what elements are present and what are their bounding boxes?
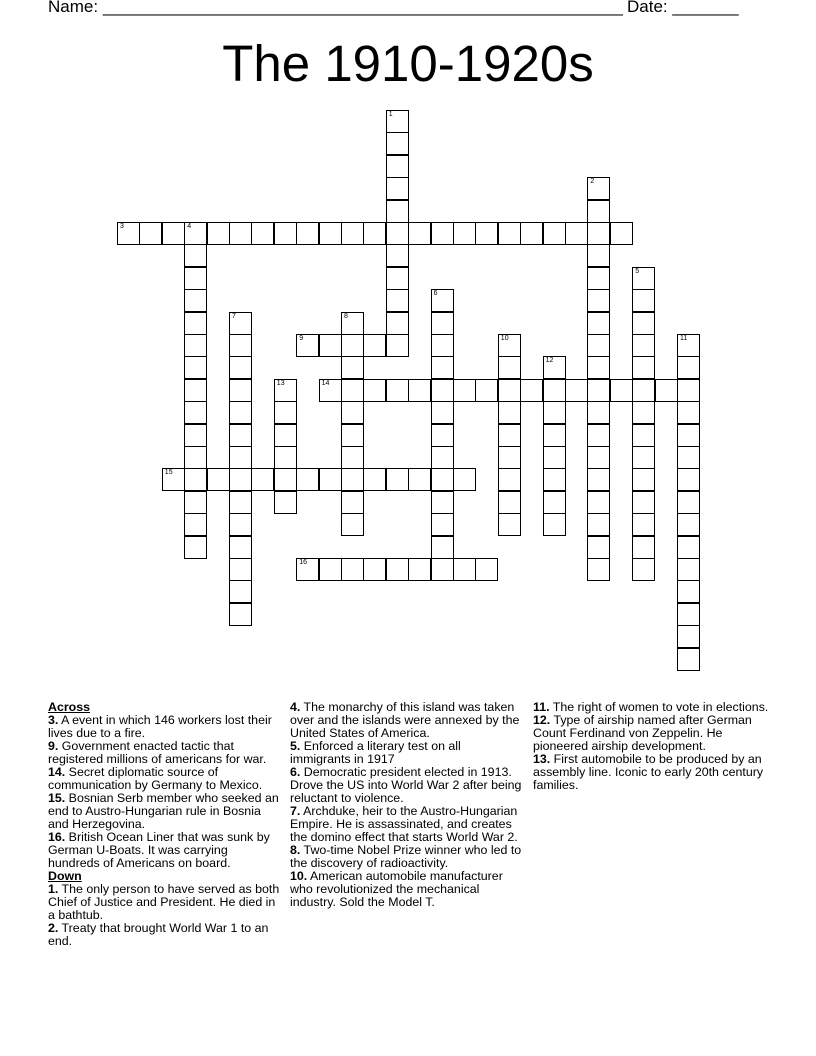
clue-text: First automobile to be produced by an assembly line. Iconic to early 20th century families. xyxy=(533,752,764,792)
down-heading: Down xyxy=(48,869,82,883)
grid-cell[interactable] xyxy=(386,244,409,267)
clue-item xyxy=(48,740,282,766)
across-heading: Across xyxy=(48,700,91,714)
grid-cell[interactable] xyxy=(587,312,610,335)
clue-number: 13. xyxy=(533,752,551,766)
grid-cell[interactable] xyxy=(184,491,207,514)
clue-number: 12. xyxy=(533,713,551,727)
grid-cell[interactable] xyxy=(632,356,655,379)
grid-cell[interactable] xyxy=(431,513,454,536)
clue-item xyxy=(290,766,522,805)
clue-text: The only person to have served as both Chief of Justice and President. He died in a bathtub. xyxy=(48,882,280,922)
grid-cell[interactable] xyxy=(319,468,342,491)
grid-cell[interactable] xyxy=(431,446,454,469)
clue-number: 5. xyxy=(290,739,301,753)
cell-number: 6 xyxy=(433,290,438,298)
grid-cell[interactable] xyxy=(184,424,207,447)
clue-number: 3. xyxy=(48,713,59,727)
clues-column-3 xyxy=(533,701,769,792)
grid-cell[interactable] xyxy=(408,222,431,245)
grid-cell[interactable] xyxy=(632,468,655,491)
grid-cell[interactable] xyxy=(386,132,409,155)
grid-cell[interactable] xyxy=(184,513,207,536)
grid-cell[interactable] xyxy=(431,334,454,357)
grid-cell[interactable] xyxy=(184,312,207,335)
date-label: Date: xyxy=(627,0,668,16)
grid-cell[interactable] xyxy=(587,424,610,447)
grid-cell[interactable] xyxy=(632,536,655,559)
grid-cell[interactable] xyxy=(632,379,655,402)
grid-cell[interactable] xyxy=(341,446,364,469)
grid-cell[interactable] xyxy=(184,468,207,491)
grid-cell[interactable] xyxy=(386,110,409,133)
grid-cell[interactable] xyxy=(677,356,700,379)
cell-number: 5 xyxy=(635,267,640,275)
grid-cell[interactable] xyxy=(386,267,409,290)
clue-item xyxy=(48,831,282,870)
grid-cell[interactable] xyxy=(498,446,521,469)
down-clue-list xyxy=(290,701,522,909)
grid-cell[interactable] xyxy=(498,379,521,402)
clue-text: The right of women to vote in elections. xyxy=(549,700,769,714)
grid-cell[interactable] xyxy=(386,558,409,581)
grid-cell[interactable] xyxy=(632,424,655,447)
grid-cell[interactable] xyxy=(632,289,655,312)
clue-number: 11. xyxy=(533,700,550,714)
grid-cell[interactable] xyxy=(431,356,454,379)
grid-cell[interactable] xyxy=(184,267,207,290)
grid-cell[interactable] xyxy=(184,536,207,559)
grid-cell[interactable] xyxy=(229,356,252,379)
grid-cell[interactable] xyxy=(655,379,678,402)
grid-cell[interactable] xyxy=(274,401,297,424)
cell-number: 2 xyxy=(590,178,595,186)
grid-cell[interactable] xyxy=(363,558,386,581)
grid-cell[interactable] xyxy=(587,558,610,581)
grid-cell[interactable] xyxy=(543,222,566,245)
page-title: The 1910-1920s xyxy=(222,35,594,92)
grid-cell[interactable] xyxy=(475,222,498,245)
grid-cell[interactable] xyxy=(274,468,297,491)
grid-cell[interactable] xyxy=(677,603,700,626)
grid-cell[interactable] xyxy=(543,424,566,447)
clue-item xyxy=(290,870,522,909)
grid-cell[interactable] xyxy=(386,155,409,178)
grid-cell[interactable] xyxy=(274,491,297,514)
grid-cell[interactable] xyxy=(431,558,454,581)
grid-cell[interactable] xyxy=(475,379,498,402)
grid-cell[interactable] xyxy=(386,312,409,335)
clue-text: Enforced a literary test on all immigrants in 1917 xyxy=(290,739,461,766)
grid-cell[interactable] xyxy=(677,648,700,671)
grid-cell[interactable] xyxy=(677,334,700,357)
cell-number: 3 xyxy=(120,223,124,230)
clue-item xyxy=(290,701,522,740)
grid-cell[interactable] xyxy=(587,334,610,357)
clue-text: Bosnian Serb member who seeked an end to Austro-Hungarian rule in Bosnia and Herzegovina. xyxy=(48,791,279,831)
clue-item xyxy=(48,714,282,740)
grid-cell[interactable] xyxy=(431,289,454,312)
cell-number: 11 xyxy=(680,335,688,342)
grid-cell[interactable] xyxy=(274,222,297,245)
grid-cell[interactable] xyxy=(520,222,543,245)
grid-cell[interactable] xyxy=(677,625,700,648)
grid-cell[interactable] xyxy=(184,244,207,267)
grid-cell[interactable] xyxy=(632,334,655,357)
grid-cell[interactable] xyxy=(341,334,364,357)
grid-cell[interactable] xyxy=(251,222,274,245)
cell-number: 16 xyxy=(299,559,307,566)
clue-number: 1. xyxy=(48,882,59,896)
grid-cell[interactable] xyxy=(498,356,521,379)
grid-cell[interactable] xyxy=(543,401,566,424)
grid-cell[interactable] xyxy=(677,379,700,402)
grid-cell[interactable] xyxy=(431,424,454,447)
grid-cell[interactable] xyxy=(229,222,252,245)
grid-cell[interactable] xyxy=(184,446,207,469)
grid-cell[interactable] xyxy=(677,401,700,424)
clue-item xyxy=(533,714,769,753)
grid-cell[interactable] xyxy=(229,558,252,581)
grid-cell[interactable] xyxy=(229,468,252,491)
grid-cell[interactable] xyxy=(184,334,207,357)
grid-cell[interactable] xyxy=(587,289,610,312)
grid-cell[interactable] xyxy=(251,468,274,491)
clue-text: A event in which 146 workers lost their lives due to a fire. xyxy=(48,713,272,740)
grid-cell[interactable] xyxy=(543,468,566,491)
grid-cell[interactable] xyxy=(632,312,655,335)
grid-cell[interactable] xyxy=(453,558,476,581)
grid-cell[interactable] xyxy=(543,446,566,469)
clue-text: Type of airship named after German Count Ferdinand von Zeppelin. He pioneered airship development. xyxy=(533,713,752,753)
grid-cell[interactable] xyxy=(587,468,610,491)
cell-number: 15 xyxy=(164,469,173,477)
grid-cell[interactable] xyxy=(587,267,610,290)
clue-number: 15. xyxy=(48,791,66,805)
grid-cell[interactable] xyxy=(543,491,566,514)
grid-cell[interactable] xyxy=(475,558,498,581)
grid-cell[interactable] xyxy=(162,222,185,245)
clue-item xyxy=(290,805,522,844)
grid-cell[interactable] xyxy=(431,312,454,335)
clue-text: Archduke, heir to the Austro-Hungarian Empire. He is assassinated, and creates the domino effect that starts World War 2. xyxy=(290,804,518,844)
grid-cell[interactable] xyxy=(498,513,521,536)
grid-cell[interactable] xyxy=(632,558,655,581)
grid-cell[interactable] xyxy=(229,334,252,357)
grid-cell[interactable] xyxy=(498,468,521,491)
cell-number: 1 xyxy=(388,111,393,118)
grid-cell[interactable] xyxy=(498,334,521,357)
grid-cell[interactable] xyxy=(162,468,185,491)
grid-cell[interactable] xyxy=(341,558,364,581)
grid-cell[interactable] xyxy=(587,401,610,424)
cell-number: 8 xyxy=(344,312,348,320)
grid-cell[interactable] xyxy=(632,513,655,536)
grid-cell[interactable] xyxy=(386,177,409,200)
grid-cell[interactable] xyxy=(363,468,386,491)
clue-text: Secret diplomatic source of communication by Germany to Mexico. xyxy=(48,765,263,792)
grid-cell[interactable] xyxy=(498,222,521,245)
grid-cell[interactable] xyxy=(363,222,386,245)
grid-cell[interactable] xyxy=(184,222,207,245)
grid-cell[interactable] xyxy=(565,222,588,245)
grid-cell[interactable] xyxy=(363,334,386,357)
grid-cell[interactable] xyxy=(587,200,610,223)
grid-cell[interactable] xyxy=(632,491,655,514)
clue-number: 2. xyxy=(48,921,59,935)
cell-number: 12 xyxy=(545,357,554,365)
grid-cell[interactable] xyxy=(587,177,610,200)
grid-cell[interactable] xyxy=(408,379,431,402)
clue-text: Democratic president elected in 1913. Drove the US into World War 2 after being reluctant to violence. xyxy=(290,765,522,805)
grid-cell[interactable] xyxy=(341,491,364,514)
clue-number: 9. xyxy=(48,739,59,753)
grid-cell[interactable] xyxy=(543,356,566,379)
grid-cell[interactable] xyxy=(341,312,364,335)
grid-cell[interactable] xyxy=(431,491,454,514)
grid-cell[interactable] xyxy=(341,356,364,379)
clue-text: Treaty that brought World War 1 to an end. xyxy=(48,921,269,948)
grid-cell[interactable] xyxy=(408,468,431,491)
grid-cell[interactable] xyxy=(341,222,364,245)
grid-cell[interactable] xyxy=(677,468,700,491)
grid-cell[interactable] xyxy=(319,558,342,581)
grid-cell[interactable] xyxy=(117,222,140,245)
grid-cell[interactable] xyxy=(296,558,319,581)
grid-cell[interactable] xyxy=(498,491,521,514)
grid-cell[interactable] xyxy=(319,379,342,402)
clue-item xyxy=(48,766,282,792)
clue-text: Government enacted tactic that registered millions of americans for war. xyxy=(48,739,267,766)
grid-cell[interactable] xyxy=(587,222,610,245)
grid-cell[interactable] xyxy=(587,513,610,536)
cell-number: 9 xyxy=(299,335,304,342)
grid-cell[interactable] xyxy=(677,536,700,559)
clue-item xyxy=(48,792,282,831)
grid-cell[interactable] xyxy=(341,424,364,447)
name-label: Name: xyxy=(48,0,99,16)
clue-number: 4. xyxy=(290,700,301,714)
grid-cell[interactable] xyxy=(408,558,431,581)
grid-cell[interactable] xyxy=(274,424,297,447)
grid-cell[interactable] xyxy=(431,468,454,491)
grid-cell[interactable] xyxy=(543,513,566,536)
clues-column-2 xyxy=(290,701,522,909)
grid-cell[interactable] xyxy=(184,289,207,312)
grid-cell[interactable] xyxy=(341,513,364,536)
across-clue-list xyxy=(48,714,282,870)
cell-number: 13 xyxy=(276,379,285,387)
clue-number: 6. xyxy=(290,765,301,779)
clue-number: 10. xyxy=(290,869,308,883)
name-blank[interactable]: _______________________________________________________ xyxy=(102,0,623,16)
grid-cell[interactable] xyxy=(229,580,252,603)
grid-cell[interactable] xyxy=(229,401,252,424)
date-blank[interactable]: _______ xyxy=(672,0,739,16)
grid-cell[interactable] xyxy=(229,446,252,469)
down-clue-list xyxy=(48,883,282,948)
grid-cell[interactable] xyxy=(229,536,252,559)
grid-cell[interactable] xyxy=(139,222,162,245)
clue-number: 7. xyxy=(290,804,301,818)
grid-cell[interactable] xyxy=(341,401,364,424)
clue-item xyxy=(48,922,282,948)
grid-cell[interactable] xyxy=(319,334,342,357)
grid-cell[interactable] xyxy=(453,468,476,491)
grid-cell[interactable] xyxy=(341,379,364,402)
grid-cell[interactable] xyxy=(319,222,342,245)
grid-cell[interactable] xyxy=(229,603,252,626)
clue-text: The monarchy of this island was taken over and the islands were annexed by the United States of America. xyxy=(290,700,520,740)
grid-cell[interactable] xyxy=(677,513,700,536)
grid-cell[interactable] xyxy=(520,379,543,402)
grid-cell[interactable] xyxy=(610,379,633,402)
grid-cell[interactable] xyxy=(274,379,297,402)
clue-text: British Ocean Liner that was sunk by German U-Boats. It was carrying hundreds of Americans on board. xyxy=(48,830,270,870)
grid-cell[interactable] xyxy=(296,222,319,245)
grid-cell[interactable] xyxy=(184,401,207,424)
grid-cell[interactable] xyxy=(341,468,364,491)
grid-cell[interactable] xyxy=(498,424,521,447)
grid-cell[interactable] xyxy=(677,491,700,514)
grid-cell[interactable] xyxy=(296,334,319,357)
grid-cell[interactable] xyxy=(431,536,454,559)
grid-cell[interactable] xyxy=(587,536,610,559)
grid-cell[interactable] xyxy=(587,379,610,402)
grid-cell[interactable] xyxy=(386,200,409,223)
clue-number: 14. xyxy=(48,765,66,779)
clue-item xyxy=(48,883,282,922)
grid-cell[interactable] xyxy=(229,424,252,447)
clues-column-1 xyxy=(48,701,282,948)
grid-cell[interactable] xyxy=(207,222,230,245)
grid-cell[interactable] xyxy=(610,222,633,245)
grid-cell[interactable] xyxy=(274,446,297,469)
clue-text: Two-time Nobel Prize winner who led to the discovery of radioactivity. xyxy=(290,843,522,870)
grid-cell[interactable] xyxy=(677,580,700,603)
down-clue-list xyxy=(533,701,769,792)
grid-cell[interactable] xyxy=(453,379,476,402)
grid-cell[interactable] xyxy=(363,379,386,402)
cell-number: 7 xyxy=(232,312,236,320)
grid-cell[interactable] xyxy=(431,379,454,402)
grid-cell[interactable] xyxy=(229,312,252,335)
grid-cell[interactable] xyxy=(184,379,207,402)
grid-cell[interactable] xyxy=(229,379,252,402)
cell-number: 4 xyxy=(187,223,192,230)
grid-cell[interactable] xyxy=(677,446,700,469)
grid-cell[interactable] xyxy=(386,289,409,312)
clue-item xyxy=(533,753,769,792)
grid-cell[interactable] xyxy=(229,513,252,536)
grid-cell[interactable] xyxy=(386,468,409,491)
grid-cell[interactable] xyxy=(632,267,655,290)
cell-number: 14 xyxy=(321,379,330,387)
grid-cell[interactable] xyxy=(587,491,610,514)
grid-cell[interactable] xyxy=(565,379,588,402)
grid-cell[interactable] xyxy=(677,558,700,581)
grid-cell[interactable] xyxy=(386,222,409,245)
clue-number: 8. xyxy=(290,843,301,857)
grid-cell[interactable] xyxy=(207,468,230,491)
clue-number: 16. xyxy=(48,830,66,844)
cell-number: 10 xyxy=(500,335,509,342)
grid-cell[interactable] xyxy=(498,401,521,424)
grid-cell[interactable] xyxy=(386,334,409,357)
grid-cell[interactable] xyxy=(677,424,700,447)
grid-cell[interactable] xyxy=(543,379,566,402)
grid-cell[interactable] xyxy=(632,446,655,469)
grid-cell[interactable] xyxy=(184,356,207,379)
grid-cell[interactable] xyxy=(296,468,319,491)
clue-item xyxy=(290,844,522,870)
grid-cell[interactable] xyxy=(229,491,252,514)
grid-cell[interactable] xyxy=(632,401,655,424)
grid-cell[interactable] xyxy=(587,446,610,469)
grid-cell[interactable] xyxy=(587,244,610,267)
grid-cell[interactable] xyxy=(431,401,454,424)
grid-cell[interactable] xyxy=(386,379,409,402)
grid-cell[interactable] xyxy=(453,222,476,245)
grid-cell[interactable] xyxy=(431,222,454,245)
clue-text: American automobile manufacturer who revolutionized the mechanical industry. Sold the Model T. xyxy=(290,869,503,909)
grid-cell[interactable] xyxy=(587,356,610,379)
clue-item xyxy=(290,740,522,766)
